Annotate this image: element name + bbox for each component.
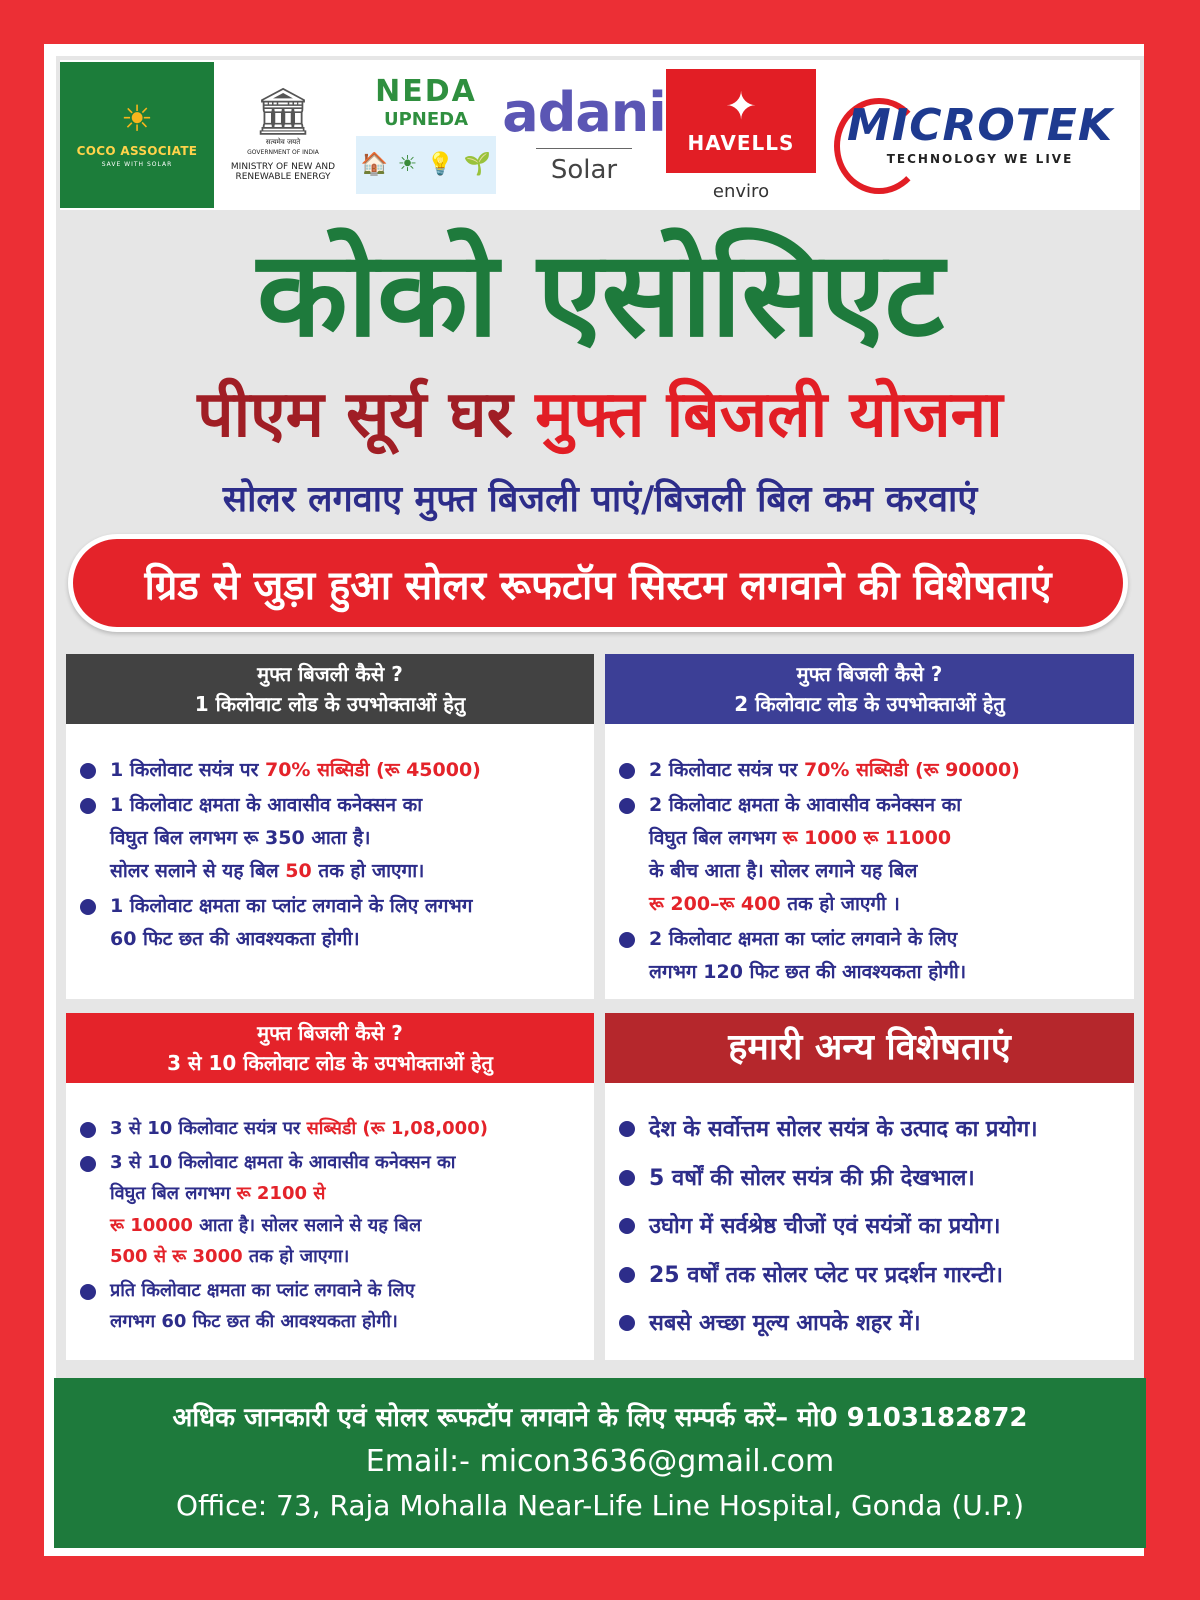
gov-name: GOVERNMENT OF INDIA <box>247 148 319 156</box>
panel-body <box>66 724 594 956</box>
bullet-icon <box>80 1284 96 1300</box>
bullet-icon <box>619 1315 635 1331</box>
bullet-icon <box>80 899 96 915</box>
neda-mark: NEDA <box>375 73 477 109</box>
bullet-icon <box>619 1267 635 1283</box>
sun-icon: ☀ <box>120 99 154 140</box>
bullet-icon <box>80 1122 96 1138</box>
havells-name: HAVELLS <box>687 130 795 155</box>
panel-header: मुफ्त बिजली कैसे ? 2 किलोवाट लोड के उपभोक्ताओं हेतु <box>605 654 1134 724</box>
panel-1kw <box>66 654 594 999</box>
list-item: 25 वर्षों तक सोलर प्लेट पर प्रदर्शन गारन्टी। <box>619 1253 1120 1300</box>
panel-header: मुफ्त बिजली कैसे ? 3 से 10 किलोवाट लोड के उपभोक्ताओं हेतु <box>66 1013 594 1083</box>
havells-symbol-icon: ✦ <box>725 83 757 128</box>
bullet-icon <box>80 763 96 779</box>
list-item: प्रति किलोवाट क्षमता का प्लांट लगवाने के लिए लगभग 60 फिट छत की आवश्यकता होगी। <box>80 1275 580 1338</box>
house-icon: 🏠 <box>360 152 389 177</box>
contact-line: अधिक जानकारी एवं सोलर रूफटॉप लगवाने के लिए सम्पर्क करें– मो0 9103182872 <box>172 1403 1028 1433</box>
bullet-icon <box>619 932 635 948</box>
panel-2kw <box>605 654 1134 999</box>
coco-logo-tagline: SAVE WITH SOLAR <box>101 161 173 168</box>
list-item: 2 किलोवाट क्षमता के आवासीव कनेक्सन का विघुत बिल लगभग रू 1000 रू 11000 के बीच आता है। सोलर लगाने यह बिल रू 200–रू 400 तक हो जाएगी । <box>619 789 1120 921</box>
bullet-icon <box>619 763 635 779</box>
bullet-icon <box>80 798 96 814</box>
features-banner <box>68 534 1128 632</box>
microtek-logo <box>830 62 1130 208</box>
tagline: सोलर लगवाए मुफ्त बिजली पाएं/बिजली बिल कम करवाएं <box>222 479 978 520</box>
panel-3-10kw <box>66 1013 594 1360</box>
havells-sub: enviro <box>712 180 770 202</box>
panel-header: हमारी अन्य विशेषताएं <box>605 1013 1134 1083</box>
havells-enviro-logo <box>666 62 816 208</box>
company-title: कोको एसोसिएट <box>256 225 944 363</box>
adani-divider <box>536 148 632 149</box>
microtek-name: MICROTEK <box>847 100 1113 151</box>
panel-body <box>66 1083 594 1338</box>
panel-body <box>605 1083 1134 1348</box>
bullet-icon <box>619 1121 635 1137</box>
ministry-name: MINISTRY OF NEW AND RENEWABLE ENERGY <box>230 161 336 182</box>
plant-icon: 🌱 <box>463 152 492 177</box>
scheme-title-part1: पीएम सूर्य घर <box>197 378 513 452</box>
solar-house-illustration <box>356 136 496 194</box>
list-item: उघोग में सर्वश्रेष्ठ चीजों एवं सयंत्रों का प्रयोग। <box>619 1204 1120 1251</box>
bullet-icon <box>619 1170 635 1186</box>
features-banner-text: ग्रिड से जुड़ा हुआ सोलर रूफटॉप सिस्टम लगवाने की विशेषताएं <box>144 562 1052 609</box>
sun-icon: ☀ <box>397 152 418 177</box>
bulb-icon: 💡 <box>426 152 455 177</box>
contact-footer <box>54 1378 1146 1548</box>
bullet-icon <box>80 1156 96 1172</box>
panel-other-features <box>605 1013 1134 1360</box>
list-item: 5 वर्षों की सोलर सयंत्र की फ्री देखभाल। <box>619 1156 1120 1203</box>
email-line: Email:- micon3636@gmail.com <box>365 1444 835 1479</box>
list-item: 2 किलोवाट सयंत्र पर 70% सब्सिडी (रू 90000) <box>619 754 1120 787</box>
scheme-title-part2: मुफ्त बिजली योजना <box>535 378 1003 452</box>
list-item: 2 किलोवाट क्षमता का प्लांट लगवाने के लिए लगभग 120 फिट छत की आवश्यकता होगी। <box>619 923 1120 989</box>
upneda-logo <box>352 62 500 208</box>
adani-sub: Solar <box>550 154 618 185</box>
adani-solar-logo <box>504 62 664 208</box>
list-item: 3 से 10 किलोवाट क्षमता के आवासीव कनेक्सन का विघुत बिल लगभग रू 2100 से रू 10000 आता है। सोलर सलाने से यह बिल 500 से रू 3000 तक हो जाएगा। <box>80 1147 580 1273</box>
national-emblem-icon: 🏛 <box>253 83 313 138</box>
gov-motto: सत्यमेव जयते <box>265 137 301 146</box>
list-item: 1 किलोवाट क्षमता के आवासीव कनेक्सन का विघुत बिल लगभग रू 350 आता है। सोलर सलाने से यह बिल 50 तक हो जाएगा। <box>80 789 580 888</box>
list-item: 1 किलोवाट सयंत्र पर 70% सब्सिडी (रू 45000) <box>80 754 580 787</box>
upneda-name: UPNEDA <box>383 108 469 130</box>
logo-strip <box>60 60 1140 210</box>
panel-body <box>605 724 1134 989</box>
coco-associate-logo <box>60 62 214 208</box>
bullet-icon <box>619 798 635 814</box>
panel-header: मुफ्त बिजली कैसे ? 1 किलोवाट लोड के उपभोक्ताओं हेतु <box>66 654 594 724</box>
bullet-icon <box>619 1218 635 1234</box>
office-address: Office: 73, Raja Mohalla Near-Life Line Hospital, Gonda (U.P.) <box>175 1489 1025 1522</box>
list-item: 3 से 10 किलोवाट सयंत्र पर सब्सिडी (रू 1,08,000) <box>80 1113 580 1145</box>
list-item: देश के सर्वोत्तम सोलर सयंत्र के उत्पाद का प्रयोग। <box>619 1107 1120 1154</box>
coco-logo-name: COCO ASSOCIATE <box>76 144 198 158</box>
adani-name: adani <box>502 80 666 144</box>
havells-box <box>666 69 816 173</box>
list-item: सबसे अच्छा मूल्य आपके शहर में। <box>619 1301 1120 1348</box>
microtek-tagline: TECHNOLOGY WE LIVE <box>886 152 1074 166</box>
govt-of-india-logo <box>214 62 352 208</box>
list-item: 1 किलोवाट क्षमता का प्लांट लगवाने के लिए लगभग 60 फिट छत की आवश्यकता होगी। <box>80 890 580 956</box>
scheme-title <box>60 378 1140 452</box>
